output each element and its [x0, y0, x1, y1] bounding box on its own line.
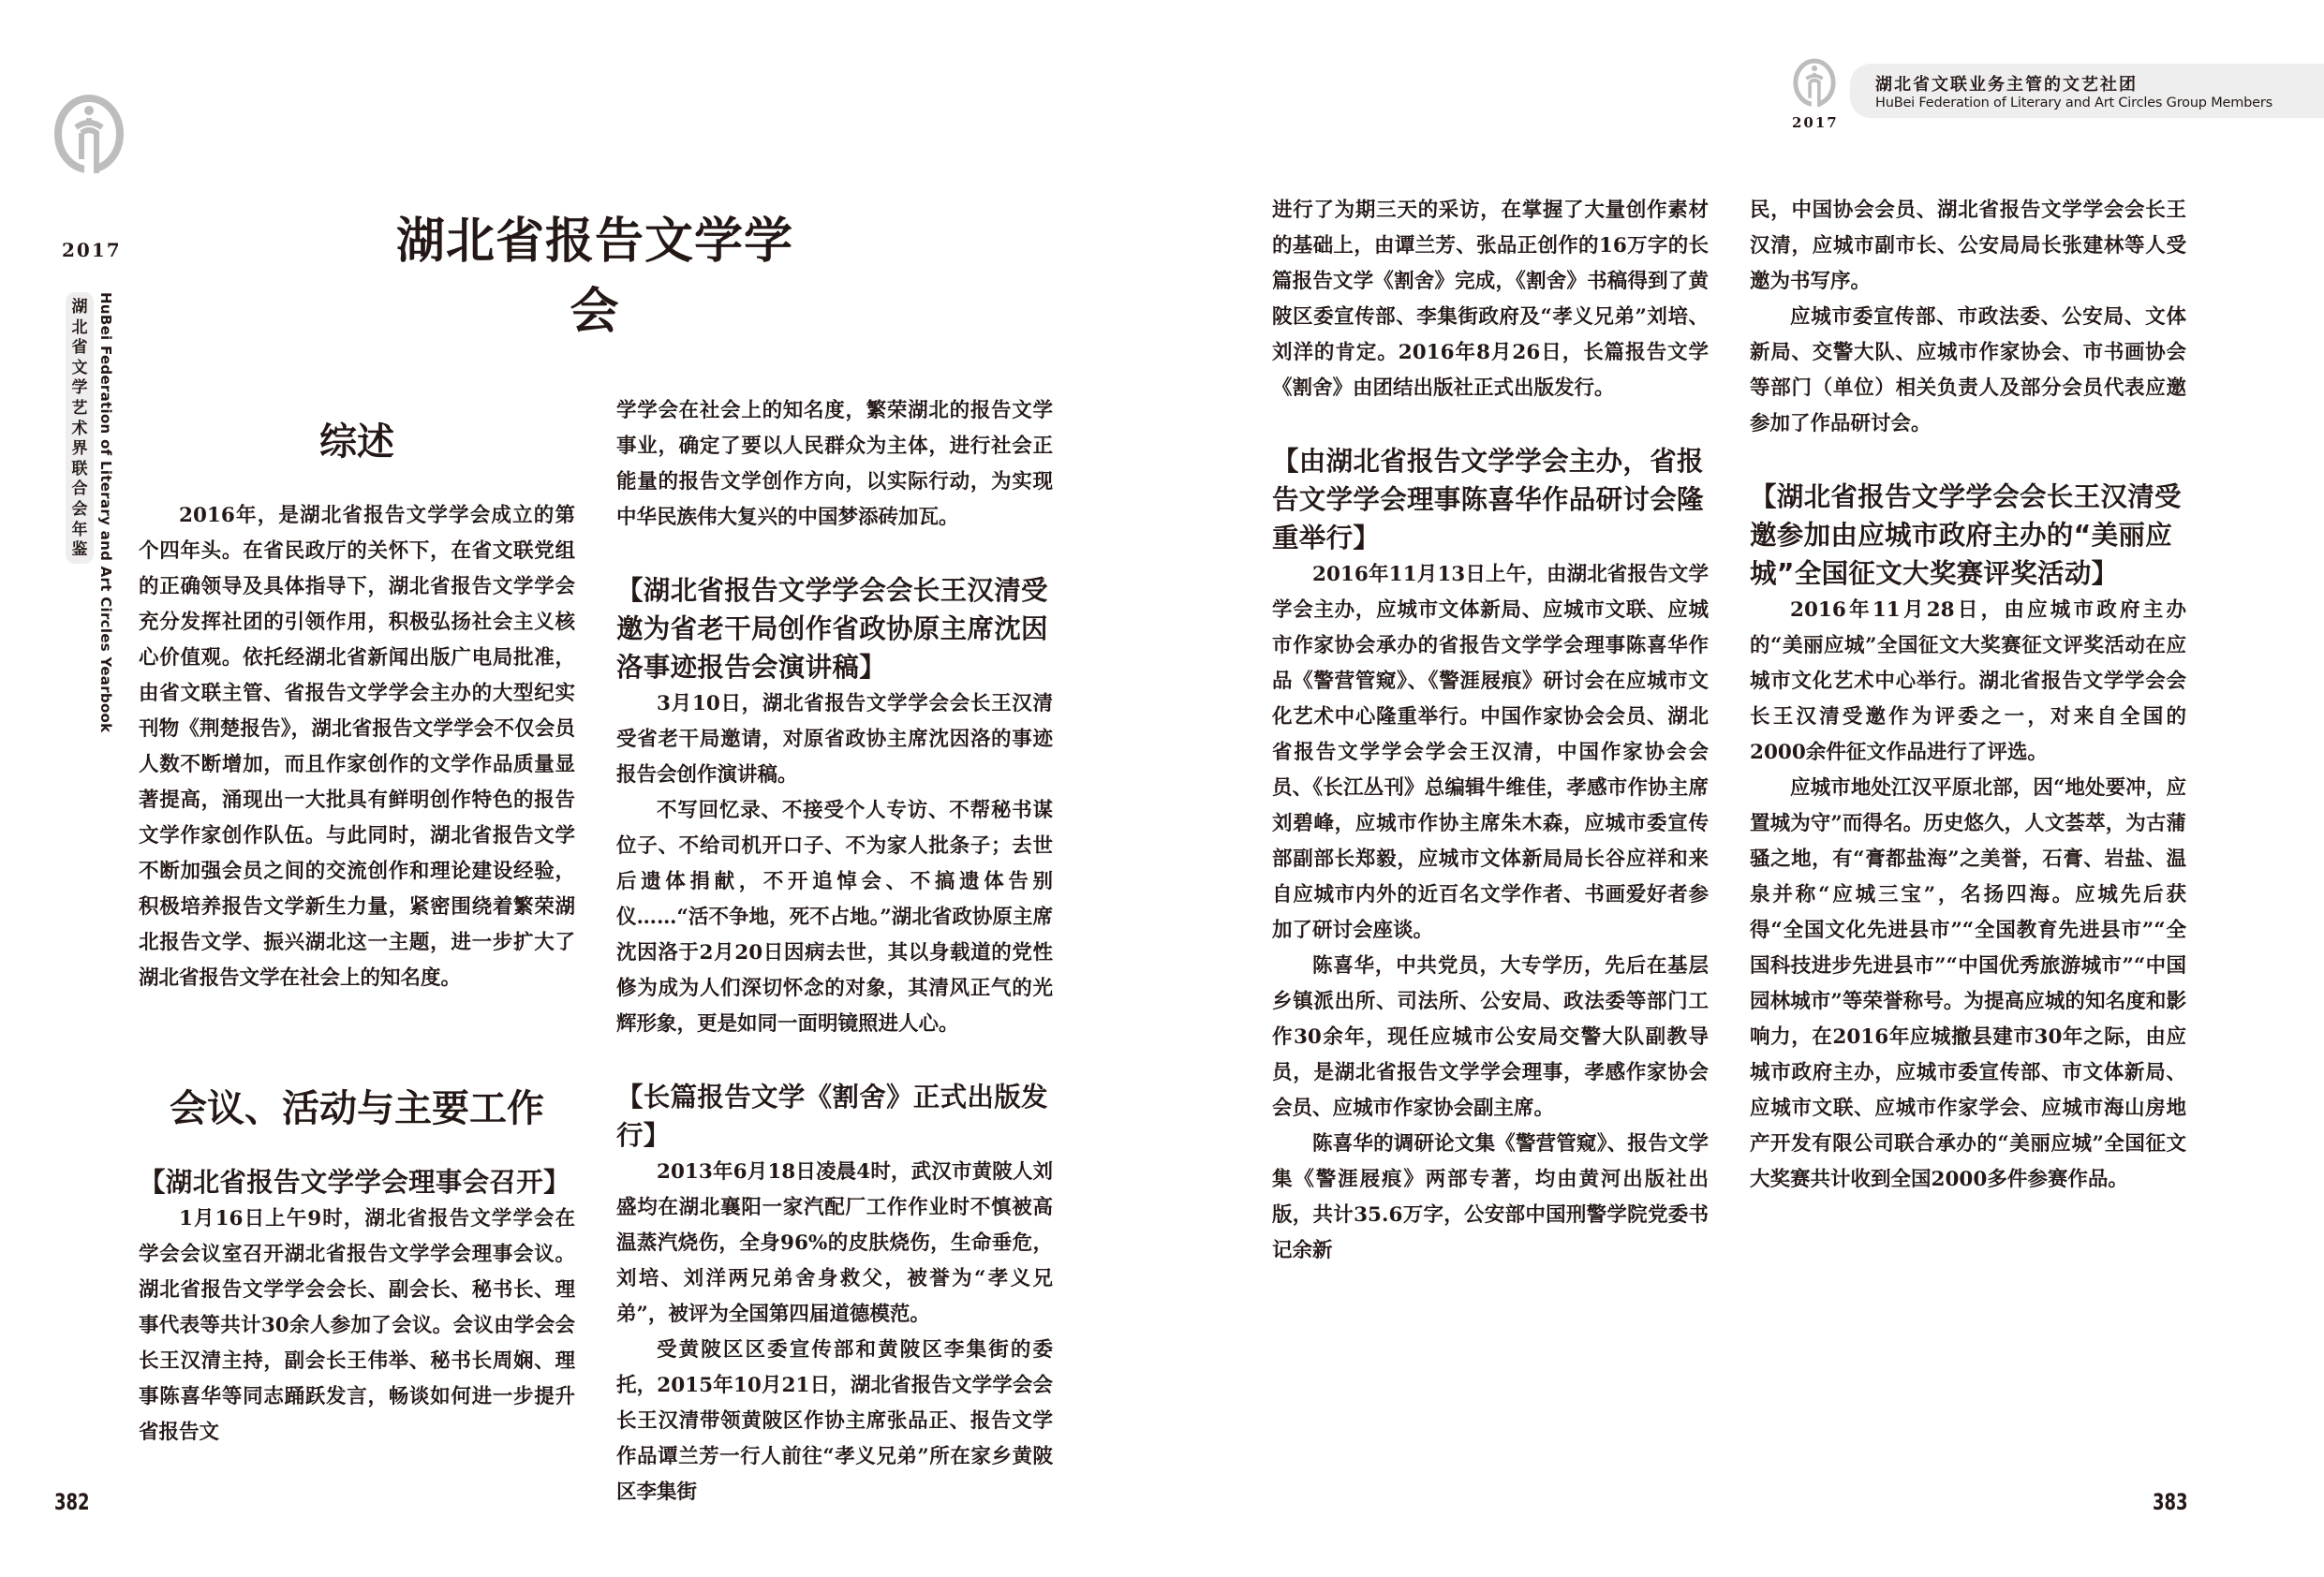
- sidebar-char: 省: [71, 338, 88, 358]
- essay-contest-paragraph-2: 应城市地处江汉平原北部，因“地处要冲，应置城为守”而得名。历史悠久，人文荟萃，为古蒲骚之地，有“膏都盐海”之美誉，石膏、岩盐、温泉并称“应城三宝”，名扬四海。应城先后获得“全国文化先进县市”“全国教育先进县市”“全国科技进步先进县市”“中国优秀旅游城市”“中国园林城市”等荣誉称号。为提高应城的知名度和影响力，在2016年应城撤县建市30年之际，由应城市政府主办，应城市委宣传部、市文体新局、应城市文联、应城市作家学会、应城市海山房地产开发有限公司联合承办的“美丽应城”全国征文大奖赛共计收到全国2000多件参赛作品。: [1750, 776, 2186, 1191]
- sidebar-char: 艺: [71, 398, 88, 418]
- page-number-left: 382: [54, 1489, 90, 1515]
- seminar-paragraph-3: 陈喜华的调研论文集《警营管窥》、报告文学集《警涯屐痕》两部专著，均由黄河出版社出版，共计35.6万字，公安部中国刑警学院党委书记余新: [1272, 1132, 1709, 1262]
- sidebar-char: 合: [71, 479, 88, 499]
- publication-paragraph-2: 受黄陂区区委宣传部和黄陂区李集街的委托，2015年10月21日，湖北省报告文学学会会长王汉清带领黄陂区作协主席张品正、报告文学作品谭兰芳一行人前往“孝义兄弟”所在家乡黄陂区李集街: [616, 1338, 1053, 1504]
- sidebar-char: 鉴: [71, 540, 88, 560]
- seminar-paragraph-2: 陈喜华，中共党员，大专学历，先后在基层乡镇派出所、司法所、公安局、政法委等部门工作30余年，现任应城市公安局交警大队副教导员，是湖北省报告文学学会理事，孝感作家协会会员、应城市作家协会副主席。: [1272, 954, 1709, 1120]
- speech-paragraph-1: 3月10日，湖北省报告文学学会会长王汉清受省老干局邀请，对原省政协主席沈因洛的事迹报告会创作演讲稿。: [616, 692, 1053, 787]
- continued-paragraph: 进行了为期三天的采访，在掌握了大量创作素材的基础上，由谭兰芳、张品正创作的16万字的长篇报告文学《割舍》完成，《割舍》书稿得到了黄陂区委宣传部、李集街政府及“孝义兄弟”刘培、刘洋的肯定。2016年8月26日，长篇报告文学《割舍》由团结出版社正式出版发行。: [1272, 199, 1709, 400]
- left-column-1-lower: [139, 1163, 575, 1451]
- seal-logo-icon: [53, 94, 125, 183]
- header-title-cn: 湖北省文联业务主管的文艺社团: [1875, 75, 2138, 95]
- section-heading-activities: 会议、活动与主要工作: [170, 1087, 544, 1130]
- header-seal-logo-icon: [1791, 58, 1838, 112]
- page-number-right: 383: [2153, 1489, 2188, 1515]
- sidebar-char: 术: [71, 419, 88, 438]
- item-heading-council-meeting: 【湖北省报告文学学会理事会召开】: [139, 1167, 570, 1198]
- sidebar-title-en: HuBei Federation of Literary and Art Circles Yearbook: [97, 292, 114, 733]
- sidebar-char: 年: [71, 520, 88, 539]
- council-meeting-paragraph: 1月16日上午9时，湖北省报告文学学会在学会会议室召开湖北省报告文学学会理事会议。湖北省报告文学学会会长、副会长、秘书长、理事代表等共计30余人参加了会议。会议由学会会长王汉清主持，副会长王伟举、秘书长周娴、理事陈喜华等同志踊跃发言，畅谈如何进一步提升省报告文: [139, 1207, 575, 1444]
- continued-paragraph: 民，中国协会会员、湖北省报告文学学会会长王汉清，应城市副市长、公安局局长张建林等人受邀为书写序。: [1750, 199, 2186, 293]
- section-heading-overview: 综述: [319, 420, 394, 464]
- sidebar-char: 联: [71, 459, 88, 479]
- essay-contest-paragraph-1: 2016年11月28日，由应城市政府主办的“美丽应城”全国征文大奖赛征文评奖活动在应城市文化艺术中心举行。湖北省报告文学学会会长王汉清受邀作为评委之一，对来自全国的2000余件征文作品进行了评选。: [1750, 598, 2186, 764]
- sidebar-char: 会: [71, 499, 88, 519]
- sidebar-char: 北: [71, 317, 88, 337]
- item-heading-essay-contest: 【湖北省报告文学学会会长王汉清受邀参加由应城市政府主办的“美丽应城”全国征文大奖赛评奖活动】: [1750, 481, 2182, 589]
- item-heading-publication: 【长篇报告文学《割舍》正式出版发行】: [616, 1082, 1048, 1151]
- speech-paragraph-2: 不写回忆录、不接受个人专访、不帮秘书谋位子、不给司机开口子、不为家人批条子；去世后遗体捐献，不开追悼会、不搞遗体告别仪……“活不争地，死不占地。”湖北省政协原主席沈因洛于2月20日因病去世，其以身载道的党性修为成为人们深切怀念的对象，其清风正气的光辉形象，更是如同一面明镜照进人心。: [616, 799, 1053, 1036]
- page-title: 湖北省报告文学学会: [395, 213, 793, 340]
- right-column-1: [1272, 193, 1709, 1269]
- header-title-en: HuBei Federation of Literary and Art Circles Group Members: [1875, 96, 2273, 111]
- header-logo-year: 2017: [1792, 114, 1839, 131]
- sidebar-title-cn: [66, 298, 94, 561]
- sidebar-char: 湖: [71, 298, 88, 317]
- item-heading-seminar: 【由湖北省报告文学学会主办，省报告文学学会理事陈喜华作品研讨会隆重举行】: [1272, 446, 1704, 553]
- sidebar-char: 界: [71, 439, 88, 459]
- right-column-2: [1750, 193, 2186, 1198]
- sidebar-char: 学: [71, 378, 88, 398]
- publication-paragraph-1: 2013年6月18日凌晨4时，武汉市黄陂人刘盛均在湖北襄阳一家汽配厂工作作业时不慎被高温蒸汽烧伤，全身96%的皮肤烧伤，生命垂危，刘培、刘洋两兄弟舍身救父，被誉为“孝义兄弟”，被评为全国第四届道德模范。: [616, 1160, 1053, 1326]
- left-column-2: [616, 393, 1053, 1511]
- continued-paragraph: 学学会在社会上的知名度，繁荣湖北的报告文学事业，确定了要以人民群众为主体，进行社会正能量的报告文学创作方向，以实际行动，为实现中华民族伟大复兴的中国梦添砖加瓦。: [616, 399, 1053, 529]
- item-heading-speech: 【湖北省报告文学学会会长王汉清受邀为省老干局创作省政协原主席沈因洛事迹报告会演讲稿】: [616, 575, 1048, 683]
- left-column-1: [139, 498, 575, 996]
- sidebar-char: 文: [71, 358, 88, 377]
- overview-paragraph: 2016年，是湖北省报告文学学会成立的第个四年头。在省民政厅的关怀下，在省文联党组的正确领导及具体指导下，湖北省报告文学学会充分发挥社团的引领作用，积极弘扬社会主义核心价值观。依托经湖北省新闻出版广电局批准，由省文联主管、省报告文学学会主办的大型纪实刊物《荆楚报告》，湖北省报告文学学会不仅会员人数不断增加，而且作家创作的文学作品质量显著提高，涌现出一大批具有鲜明创作特色的报告文学作家创作队伍。与此同时，湖北省报告文学不断加强会员之间的交流创作和理论建设经验，积极培养报告文学新生力量，紧密围绕着繁荣湖北报告文学、振兴湖北这一主题，进一步扩大了湖北省报告文学在社会上的知名度。: [139, 504, 575, 990]
- attendees-paragraph: 应城市委宣传部、市政法委、公安局、文体新局、交警大队、应城市作家协会、市书画协会等部门（单位）相关负责人及部分会员代表应邀参加了作品研讨会。: [1750, 305, 2186, 435]
- logo-year: 2017: [62, 239, 122, 261]
- seminar-paragraph-1: 2016年11月13日上午，由湖北省报告文学学会主办，应城市文体新局、应城市文联、应城市作家协会承办的省报告文学学会理事陈喜华作品《警营管窥》、《警涯屐痕》研讨会在应城市文化艺术中心隆重举行。中国作家协会会员、湖北省报告文学学会学会王汉清，中国作家协会会员、《长江丛刊》总编辑牛维佳，孝感市作协主席刘碧峰，应城市作协主席朱木森，应城市委宣传部副部长郑毅，应城市文体新局局长谷应祥和来自应城市内外的近百名文学作者、书画爱好者参加了研讨会座谈。: [1272, 563, 1709, 942]
